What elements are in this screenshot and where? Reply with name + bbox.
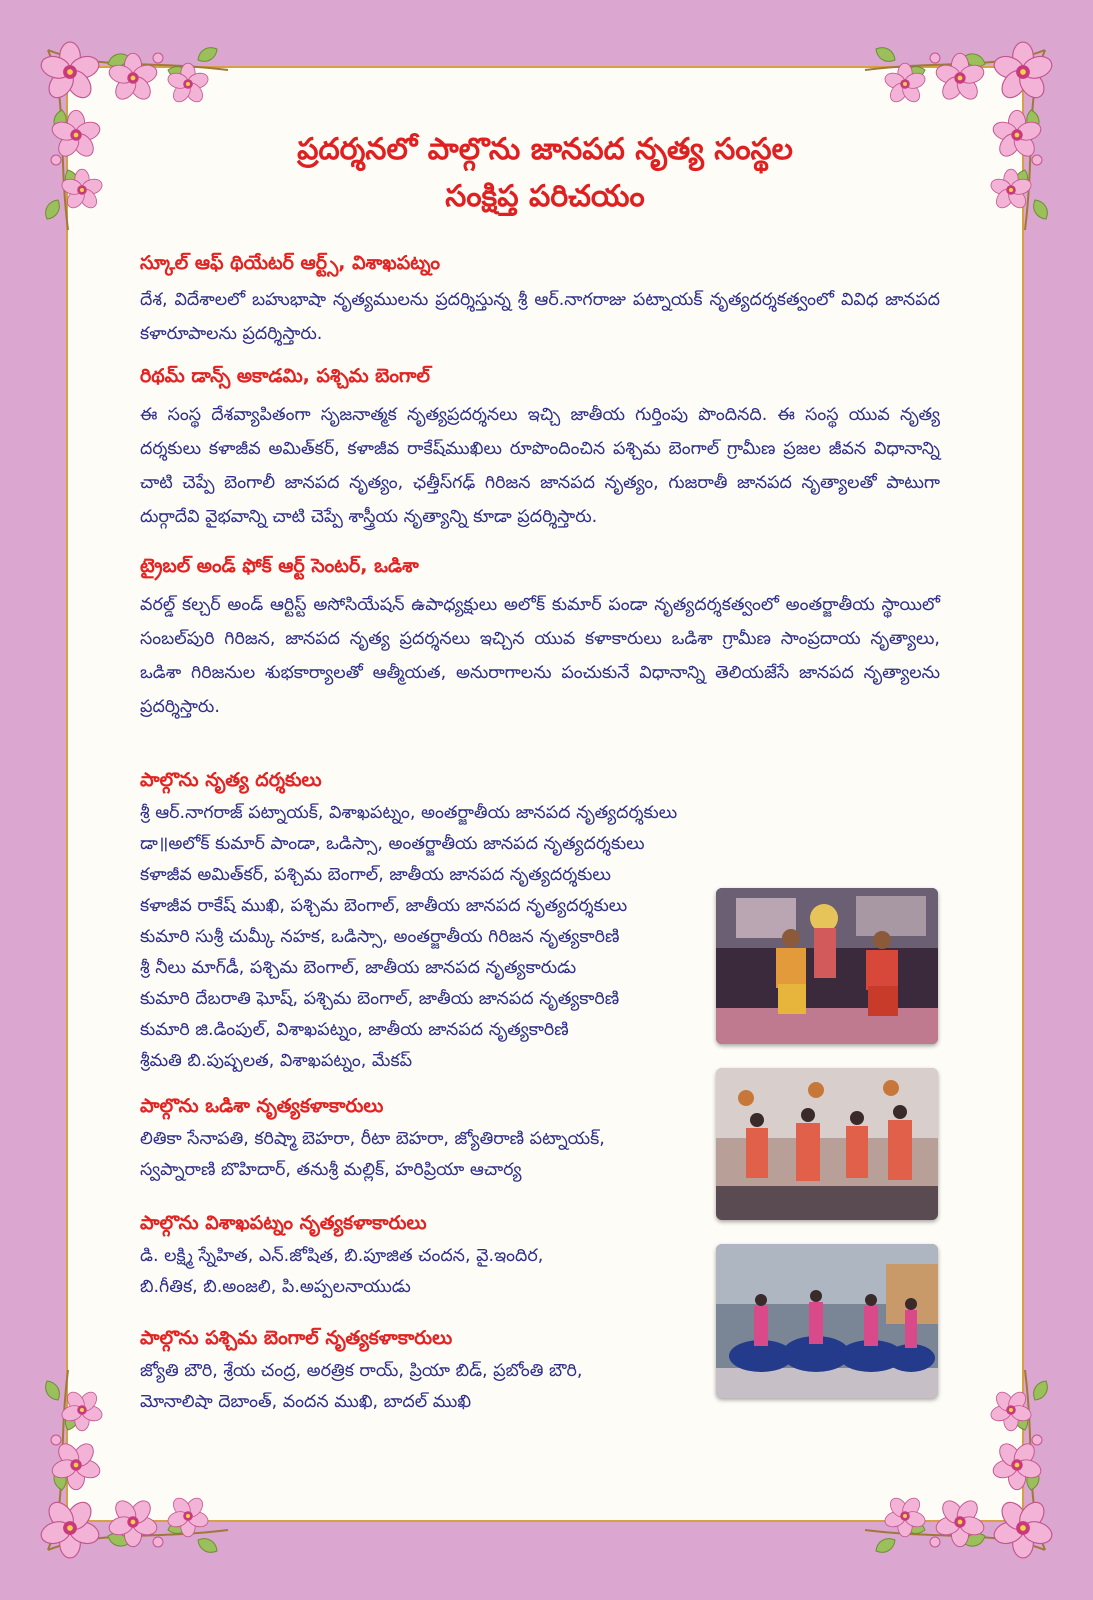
- page-title-line-2: సంక్షిప్త పరిచయం: [445, 179, 645, 214]
- list-item: మోనాలిషా దెబాంత్, వందన ముఖి, బాదల్ ముఖి: [140, 1392, 472, 1412]
- bengal-artists-heading: పాల్గొను పశ్చిమ బెంగాల్ నృత్యకళాకారులు: [140, 1327, 453, 1349]
- list-item: కుమారి దేబరాతి ఘోష్, పశ్చిమ బెంగాల్, జాతీయ జానపద నృత్యకారిణి: [140, 989, 620, 1009]
- odisha-artists-list: [140, 1124, 605, 1186]
- list-item: శ్రీ ఆర్.నాగరాజ్ పట్నాయక్, విశాఖపట్నం, అంతర్జాతీయ జానపద నృత్యదర్శకులు: [140, 803, 678, 823]
- section-body-school-of-theatre-arts: దేశ, విదేశాలలో బహుభాషా నృత్యములను ప్రదర్శిస్తున్న శ్రీ ఆర్.నాగరాజు పట్నాయక్ నృత్యదర్శకత్వంలో వివిధ జానపద కళారూపాలను ప్రదర్శిస్తారు.: [140, 290, 940, 344]
- section-body-rhythm-dance-academy: ఈ సంస్థ దేశవ్యాపితంగా సృజనాత్మక నృత్యప్రదర్శనలు ఇచ్చి జాతీయ గుర్తింపు పొందినది. ఈ సంస్థ యువ నృత్య దర్శకులు కళాజీవ అమిత్‌కర్, కళాజీవ రాకేష్‌ముఖిలు రూపొందించిన పశ్చిమ బెంగాల్ గ్రామీణ ప్రజల జీవన విధానాన్ని చాటి చెప్పే బెంగాలీ జానపద నృత్యం, ఛత్తీస్‌గఢ్ గిరిజన జానపద నృత్యం, గుజరాతీ జానపద నృత్యాలతో పాటుగా దుర్గాదేవి వైభవాన్ని చాటి చెప్పే శాస్త్రీయ నృత్యాన్ని కూడా ప్రదర్శిస్తారు.: [140, 405, 940, 527]
- bengal-artists-list: [140, 1356, 582, 1418]
- section-heading-school-of-theatre-arts: స్కూల్ ఆఫ్ థియేటర్ ఆర్ట్స్, విశాఖపట్నం: [140, 252, 440, 274]
- section-heading-rhythm-dance-academy: రిథమ్ డాన్స్ అకాడమి, పశ్చిమ బెంగాల్: [140, 365, 431, 387]
- directors-heading: పాల్గొను నృత్య దర్శకులు: [140, 769, 322, 791]
- section-body-tribal-folk-art-centre: వరల్డ్ కల్చర్ అండ్ ఆర్టిస్ట్ అసోసియేషన్ ఉపాధ్యక్షులు అలోక్ కుమార్ పండా నృత్యదర్శకత్వంలో అంతర్జాతీయ స్థాయిలో సంబల్‌పురి గిరిజన, జానపద నృత్య ప్రదర్శనలు ఇచ్చిన యువ కళాకారులు ఒడిశా గ్రామీణ సాంప్రదాయ నృత్యాలు, ఒడిశా గిరిజనుల శుభకార్యాలతో ఆత్మీయత, అనురాగాలను పంచుకునే విధానాన్ని తెలియజేసే జానపద నృత్యాలను ప్రదర్శిస్తారు.: [140, 595, 940, 717]
- vizag-artists-heading: పాల్గొను విశాఖపట్నం నృత్యకళాకారులు: [140, 1212, 427, 1234]
- list-item: కళాజీవ రాకేష్ ముఖి, పశ్చిమ బెంగాల్, జాతీయ జానపద నృత్యదర్శకులు: [140, 896, 628, 916]
- list-item: బి.గీతిక, బి.అంజలి, పి.అప్పలనాయుడు: [140, 1277, 411, 1297]
- list-item: డి. లక్ష్మి స్నేహిత, ఎన్.జోషిత, బి.పూజిత చందన, వై.ఇందిర,: [140, 1246, 544, 1266]
- list-item: లితికా సేనాపతి, కరిష్మా బెహరా, రీటా బెహరా, జ్యోతిరాణి పట్నాయక్,: [140, 1129, 605, 1149]
- list-item: కుమారి జి.డింపుల్, విశాఖపట్నం, జాతీయ జానపద నృత్యకారిణి: [140, 1020, 569, 1040]
- list-item: కళాజీవ అమిత్‌కర్, పశ్చిమ బెంగాల్, జాతీయ జానపద నృత్యదర్శకులు: [140, 865, 611, 885]
- page-title: [170, 126, 920, 220]
- list-item: కుమారి సుశ్రీ చుమ్కీ నహక, ఒడిస్సా, అంతర్జాతీయ గిరిజన నృత్యకారిణి: [140, 927, 620, 947]
- dance-photo-durga: [716, 888, 938, 1044]
- dance-photo-bengal: [716, 1244, 938, 1398]
- list-item: శ్రీ నీలు మాగ్‌డీ, పశ్చిమ బెంగాల్, జాతీయ జానపద నృత్యకారుడు: [140, 958, 577, 978]
- directors-list: [140, 798, 677, 1077]
- list-item: డా॥అలోక్ కుమార్ పాండా, ఒడిస్సా, అంతర్జాతీయ జానపద నృత్యదర్శకులు: [140, 834, 645, 854]
- vizag-artists-list: [140, 1241, 543, 1303]
- list-item: స్వప్నారాణి బొహిదార్, తనుశ్రీ మల్లిక్, హరిప్రియా ఆచార్య: [140, 1160, 522, 1180]
- section-heading-tribal-folk-art-centre: ట్రైబల్ అండ్ ఫోక్ ఆర్ట్ సెంటర్, ఒడిశా: [140, 555, 419, 577]
- dance-photo-odisha: [716, 1068, 938, 1220]
- page-title-line-1: ప్రదర్శనలో పాల్గొను జానపద నృత్య సంస్థల: [297, 132, 793, 167]
- odisha-artists-heading: పాల్గొను ఒడిశా నృత్యకళాకారులు: [140, 1095, 384, 1117]
- list-item: శ్రీమతి బి.పుష్పలత, విశాఖపట్నం, మేకప్: [140, 1051, 413, 1071]
- list-item: జ్యోతి బౌరి, శ్రేయ చంద్ర, అరత్రిక రాయ్, ప్రియా బిడ్, ప్రబోంతి బౌరి,: [140, 1361, 583, 1381]
